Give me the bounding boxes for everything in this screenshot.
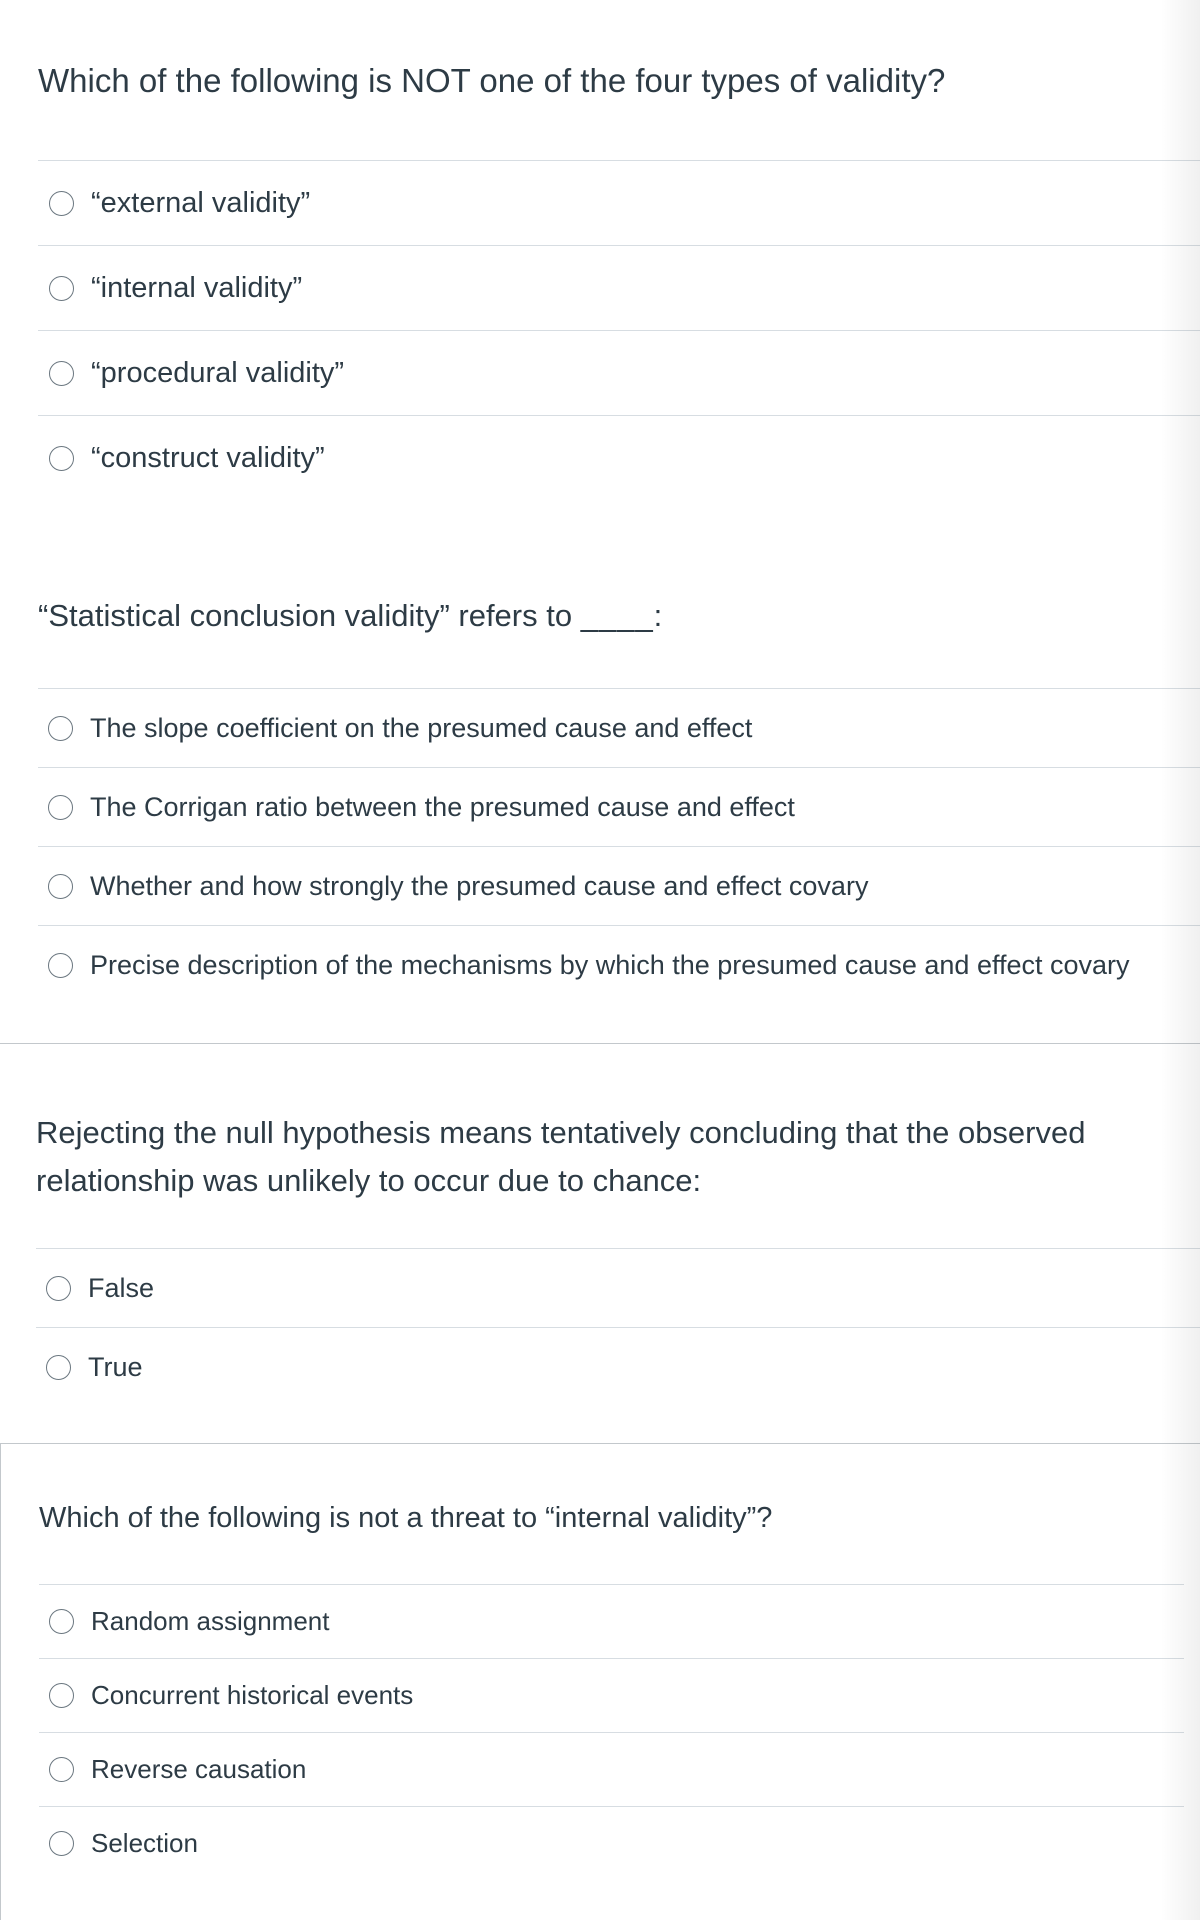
question-1-text: Which of the following is NOT one of the four types of validity?: [38, 62, 946, 99]
answer-option[interactable]: [38, 245, 1200, 330]
answer-option[interactable]: [38, 846, 1200, 925]
radio-button[interactable]: [48, 716, 73, 741]
answer-option[interactable]: [38, 160, 1200, 245]
answer-label: The Corrigan ratio between the presumed cause and effect: [90, 791, 795, 822]
answer-option[interactable]: [38, 415, 1200, 500]
question-3: [0, 1043, 1200, 1443]
radio-button[interactable]: [49, 1757, 74, 1782]
question-2-answers: [38, 688, 1200, 1004]
answer-label: False: [88, 1272, 155, 1303]
answer-option[interactable]: [39, 1806, 1184, 1880]
answer-label: Reverse causation: [91, 1754, 307, 1784]
radio-button[interactable]: [48, 874, 73, 899]
answer-label: The slope coefficient on the presumed cause and effect: [90, 712, 753, 743]
answer-label: “external validity”: [91, 186, 311, 219]
question-1: [0, 0, 1200, 530]
radio-button[interactable]: [49, 446, 74, 471]
answer-label: Concurrent historical events: [91, 1680, 414, 1710]
answer-label: Random assignment: [91, 1606, 330, 1636]
radio-button[interactable]: [49, 1609, 74, 1634]
radio-button[interactable]: [48, 953, 73, 978]
question-1-answers: [38, 160, 1200, 500]
answer-label: Selection: [91, 1828, 198, 1858]
answer-option[interactable]: [39, 1584, 1184, 1658]
answer-option[interactable]: [36, 1327, 1200, 1406]
answer-label: True: [88, 1351, 143, 1382]
question-4-text: Which of the following is not a threat to “internal validity”?: [39, 1502, 773, 1534]
radio-button[interactable]: [49, 1831, 74, 1856]
answer-label: Precise description of the mechanisms by which the presumed cause and effect covary: [90, 949, 1130, 980]
answer-option[interactable]: [38, 925, 1200, 1004]
answer-option[interactable]: [38, 767, 1200, 846]
answer-label: “internal validity”: [91, 271, 303, 304]
radio-button[interactable]: [49, 276, 74, 301]
answer-label: “procedural validity”: [91, 356, 345, 389]
radio-button[interactable]: [49, 191, 74, 216]
radio-button[interactable]: [49, 361, 74, 386]
answer-option[interactable]: [39, 1732, 1184, 1806]
question-4: [0, 1443, 1200, 1920]
question-2-prompt: “Statistical conclusion validity” refers to: [38, 598, 573, 633]
question-2: [0, 530, 1200, 1045]
answer-label: Whether and how strongly the presumed cause and effect covary: [90, 870, 869, 901]
question-4-answers: [39, 1584, 1184, 1880]
answer-option[interactable]: [38, 330, 1200, 415]
radio-button[interactable]: [48, 795, 73, 820]
answer-option[interactable]: [39, 1658, 1184, 1732]
fill-in-blank: ____:: [580, 598, 664, 633]
radio-button[interactable]: [46, 1355, 71, 1380]
answer-option[interactable]: [36, 1248, 1200, 1327]
radio-button[interactable]: [49, 1683, 74, 1708]
question-3-text: Rejecting the null hypothesis means tentatively concluding that the observed relationship was unlikely to occur due to chance:: [36, 1115, 1086, 1198]
radio-button[interactable]: [46, 1276, 71, 1301]
question-3-answers: [36, 1248, 1200, 1406]
answer-label: “construct validity”: [91, 441, 325, 474]
answer-option[interactable]: [38, 688, 1200, 767]
question-2-text: [38, 598, 663, 634]
